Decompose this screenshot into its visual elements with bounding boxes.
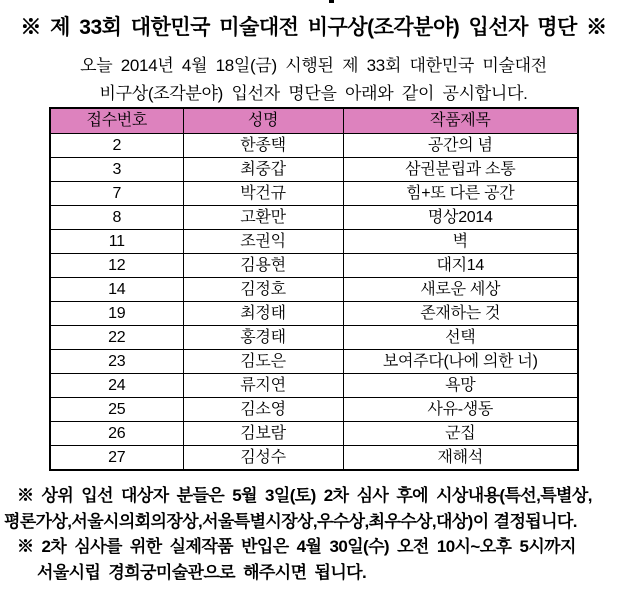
cell-name: 김소영 xyxy=(183,398,343,422)
cell-receipt-no: 7 xyxy=(50,182,183,206)
cell-receipt-no: 24 xyxy=(50,374,183,398)
page-title: ※ 제 33회 대한민국 미술대전 비구상(조각분야) 입선자 명단 ※ xyxy=(20,16,607,39)
column-header-artwork-title: 작품제목 xyxy=(343,108,578,134)
cell-name: 최정태 xyxy=(183,302,343,326)
cell-artwork-title: 벽 xyxy=(343,230,578,254)
winners-table-body xyxy=(50,134,578,471)
cell-artwork-title: 욕망 xyxy=(343,374,578,398)
cell-receipt-no: 3 xyxy=(50,158,183,182)
winners-table xyxy=(49,107,579,471)
table-row xyxy=(50,326,578,350)
cell-artwork-title: 힘+또 다른 공간 xyxy=(343,182,578,206)
column-header-name: 성명 xyxy=(183,108,343,134)
cell-receipt-no: 23 xyxy=(50,350,183,374)
cell-artwork-title: 명상2014 xyxy=(343,206,578,230)
note-line-1: ※ 상위 입선 대상자 분들은 5월 3일(토) 2차 심사 후에 시상내용(특선,특별상, xyxy=(17,486,592,505)
table-row xyxy=(50,398,578,422)
cell-receipt-no: 2 xyxy=(50,134,183,158)
page-top-artifact xyxy=(329,0,334,3)
cell-receipt-no: 25 xyxy=(50,398,183,422)
note-line-3: ※ 2차 심사를 위한 실제작품 반입은 4월 30일(수) 오전 10시~오후 5시까지 xyxy=(17,537,576,556)
table-row xyxy=(50,302,578,326)
subtitle-line-2: 비구상(조각분야) 입선자 명단을 아래와 같이 공시합니다. xyxy=(99,84,528,103)
table-row xyxy=(50,182,578,206)
cell-receipt-no: 19 xyxy=(50,302,183,326)
cell-receipt-no: 26 xyxy=(50,422,183,446)
table-row xyxy=(50,158,578,182)
table-header-row xyxy=(50,108,578,134)
cell-name: 김성수 xyxy=(183,446,343,471)
table-row xyxy=(50,422,578,446)
cell-name: 류지연 xyxy=(183,374,343,398)
cell-receipt-no: 11 xyxy=(50,230,183,254)
table-row xyxy=(50,278,578,302)
table-row xyxy=(50,446,578,471)
table-row xyxy=(50,254,578,278)
cell-artwork-title: 삼권분립과 소통 xyxy=(343,158,578,182)
note-line-2: 평론가상,서울시의회의장상,서울특별시장상,우수상,최우수상,대상)이 결정됩니다. xyxy=(4,512,577,531)
table-row xyxy=(50,230,578,254)
cell-receipt-no: 27 xyxy=(50,446,183,471)
column-header-receipt-no: 접수번호 xyxy=(50,108,183,134)
cell-artwork-title: 사유-생동 xyxy=(343,398,578,422)
cell-name: 김정호 xyxy=(183,278,343,302)
cell-artwork-title: 선택 xyxy=(343,326,578,350)
cell-artwork-title: 공간의 념 xyxy=(343,134,578,158)
cell-name: 김용현 xyxy=(183,254,343,278)
table-row xyxy=(50,350,578,374)
cell-receipt-no: 14 xyxy=(50,278,183,302)
cell-name: 고환만 xyxy=(183,206,343,230)
cell-artwork-title: 대지14 xyxy=(343,254,578,278)
cell-name: 최중갑 xyxy=(183,158,343,182)
cell-name: 조권익 xyxy=(183,230,343,254)
note-line-4: 서울시립 경희궁미술관으로 해주시면 됩니다. xyxy=(37,563,367,582)
cell-artwork-title: 군집 xyxy=(343,422,578,446)
cell-name: 홍경태 xyxy=(183,326,343,350)
table-row xyxy=(50,134,578,158)
cell-artwork-title: 새로운 세상 xyxy=(343,278,578,302)
cell-name: 김도은 xyxy=(183,350,343,374)
cell-name: 한종택 xyxy=(183,134,343,158)
cell-name: 김보람 xyxy=(183,422,343,446)
cell-receipt-no: 12 xyxy=(50,254,183,278)
cell-name: 박건규 xyxy=(183,182,343,206)
cell-artwork-title: 존재하는 것 xyxy=(343,302,578,326)
subtitle-line-1: 오늘 2014년 4월 18일(금) 시행된 제 33회 대한민국 미술대전 xyxy=(80,56,547,75)
cell-artwork-title: 보여주다(나에 의한 너) xyxy=(343,350,578,374)
table-row xyxy=(50,206,578,230)
cell-receipt-no: 22 xyxy=(50,326,183,350)
table-row xyxy=(50,374,578,398)
cell-artwork-title: 재해석 xyxy=(343,446,578,471)
cell-receipt-no: 8 xyxy=(50,206,183,230)
